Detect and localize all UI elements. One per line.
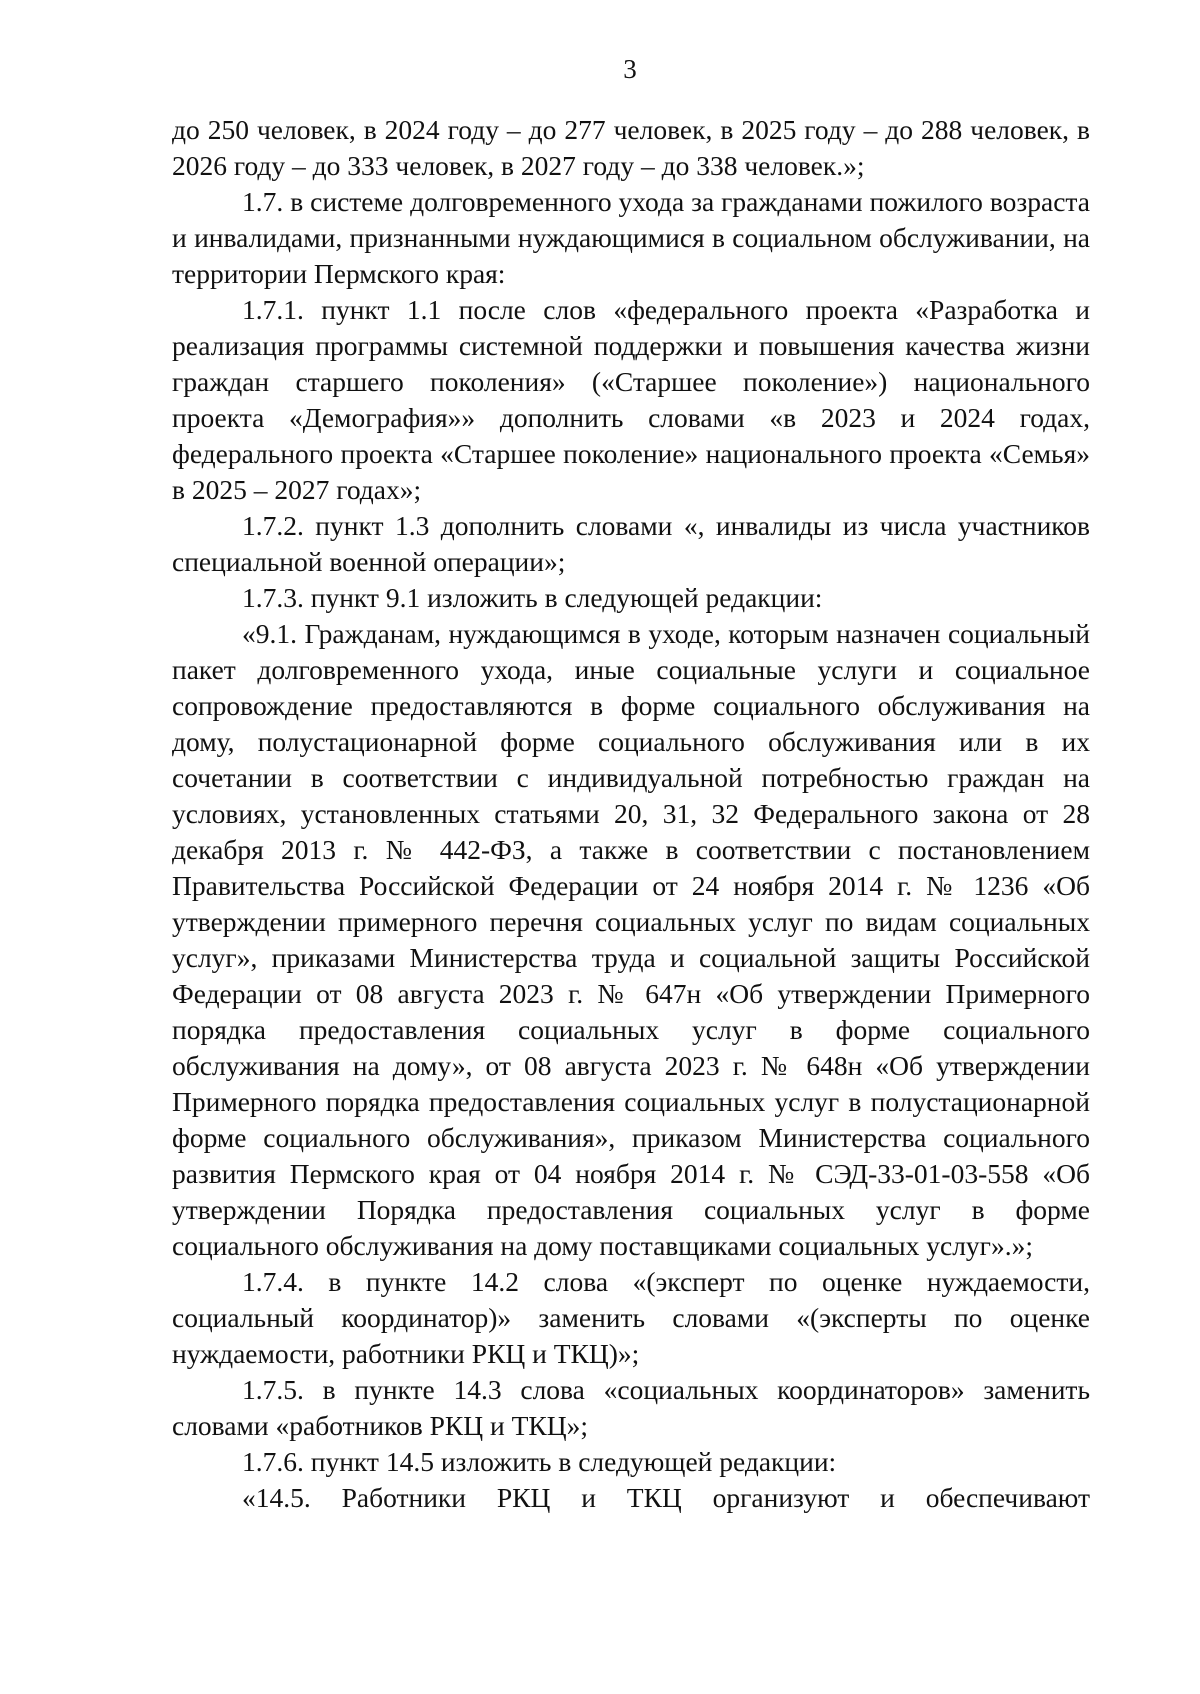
- page-number: 3: [623, 54, 637, 84]
- paragraph-1-7-4: 1.7.4. в пункте 14.2 слова «(эксперт по оценке нуждаемости, социальный координатор)» заменить словами «(эксперты по оценке нуждаемости, работники РКЦ и ТКЦ)»;: [172, 1266, 1090, 1369]
- paragraph-14-5: «14.5. Работники РКЦ и ТКЦ организуют и обеспечивают: [242, 1482, 1090, 1513]
- document-body: [172, 112, 1090, 1516]
- paragraph-1-7-5: 1.7.5. в пункте 14.3 слова «социальных координаторов» заменить словами «работников РКЦ и ТКЦ»;: [172, 1374, 1090, 1441]
- paragraph-continuation: до 250 человек, в 2024 году – до 277 человек, в 2025 году – до 288 человек, в 2026 году – до 333 человек, в 2027 году – до 338 человек.»;: [172, 114, 1090, 181]
- paragraph-1-7-1: 1.7.1. пункт 1.1 после слов «федерального проекта «Разработка и реализация программы системной поддержки и повышения качества жизни граждан старшего поколения» («Старшее поколение») национального проекта «Демография»» дополнить словами «в 2023 и 2024 годах, федерального проекта «Старшее поколение» национального проекта «Семья» в 2025 – 2027 годах»;: [172, 294, 1090, 505]
- paragraph-1-7-2: 1.7.2. пункт 1.3 дополнить словами «, инвалиды из числа участников специальной военной операции»;: [172, 510, 1090, 577]
- paragraph-1-7-3: 1.7.3. пункт 9.1 изложить в следующей редакции:: [242, 582, 823, 613]
- paragraph-9-1: «9.1. Гражданам, нуждающимся в уходе, которым назначен социальный пакет долговременного ухода, иные социальные услуги и социальное сопровождение предоставляются в форме социального обслуживания на дому, полустационарной форме социального обслуживания или в их сочетании в соответствии с индивидуальной потребностью граждан на условиях, установленных статьями 20, 31, 32 Федерального закона от 28 декабря 2013 г. № 442-ФЗ, а также в соответствии с постановлением Правительства Российской Федерации от 24 ноября 2014 г. № 1236 «Об утверждении примерного перечня социальных услуг по видам социальных услуг», приказами Министерства труда и социальной защиты Российской Федерации от 08 августа 2023 г. № 647н «Об утверждении Примерного порядка предоставления социальных услуг в форме социального обслуживания на дому», от 08 августа 2023 г. № 648н «Об утверждении Примерного порядка предоставления социальных услуг в полустационарной форме социального обслуживания», приказом Министерства социального развития Пермского края от 04 ноября 2014 г. № СЭД-33-01-03-558 «Об утверждении Порядка предоставления социальных услуг в форме социального обслуживания на дому поставщиками социальных услуг».»;: [172, 618, 1090, 1261]
- paragraph-1-7: 1.7. в системе долговременного ухода за гражданами пожилого возраста и инвалидами, признанными нуждающимися в социальном обслуживании, на территории Пермского края:: [172, 186, 1090, 289]
- paragraph-1-7-6: 1.7.6. пункт 14.5 изложить в следующей редакции:: [242, 1446, 837, 1477]
